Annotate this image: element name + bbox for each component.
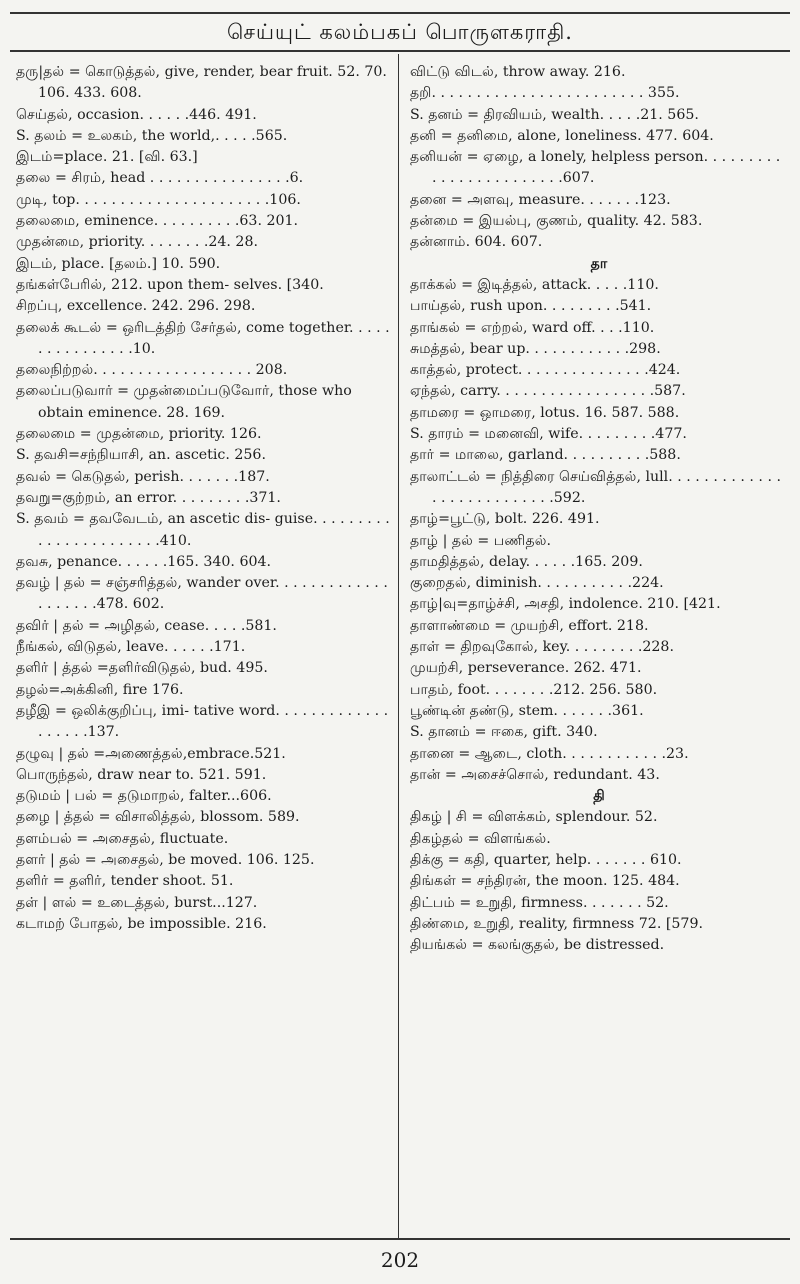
dictionary-entry: தாமதித்தல், delay. . . . . .165. 209. <box>410 553 643 570</box>
dictionary-entry: தி <box>593 788 605 805</box>
dictionary-entry: தாளாண்மை = முயற்சி, effort. 218. <box>410 617 649 634</box>
left-column <box>16 62 394 935</box>
dictionary-entry: S. தானம் = ஈகை, gift. 340. <box>410 724 598 741</box>
dictionary-entry: தாலாட்டல் = நித்திரை செய்வித்தல், lull. . . . . . . . . . . . . . . . . . . . . . . . . . .592. <box>410 468 781 506</box>
dictionary-entry: தலைநிற்றல். . . . . . . . . . . . . . . . . . 208. <box>16 362 288 379</box>
dictionary-entry: தளம்பல் = அசைதல், fluctuate. <box>16 830 229 847</box>
dictionary-entry: குறைதல், diminish. . . . . . . . . . .224. <box>410 575 664 592</box>
page-header: செய்யுட் கலம்பகப் பொருளகராதி. <box>227 20 573 44</box>
dictionary-entry: சிறப்பு, excellence. 242. 296. 298. <box>16 298 256 315</box>
dictionary-entry: தாக்கல் = இடித்தல், attack. . . . .110. <box>410 276 659 293</box>
dictionary-entry: தார் = மாலை, garland. . . . . . . . . .588. <box>410 447 681 464</box>
dictionary-entry: S. தலம் = உலகம், the world,. . . . .565. <box>16 127 288 144</box>
dictionary-entry: தாமரை = ஒாமரை, lotus. 16. 587. 588. <box>410 404 680 421</box>
dictionary-entry: திட்பம் = உறுதி, firmness. . . . . . . 52. <box>410 894 669 911</box>
dictionary-entry: விட்டு விடல், throw away. 216. <box>410 64 626 80</box>
dictionary-entry: தரு|தல் = கொடுத்தல், give, render, bear fruit. 52. 70. 106. 433. 608. <box>16 64 387 102</box>
dictionary-entry: தாழ்=பூட்டு, bolt. 226. 491. <box>410 511 600 528</box>
dictionary-entry: தளிர் = தளிர், tender shoot. 51. <box>16 873 234 890</box>
dictionary-entry: தளிர் | த்தல் =தளிர்விடுதல், bud. 495. <box>16 660 268 677</box>
dictionary-entry: ஏந்தல், carry. . . . . . . . . . . . . . . . . .587. <box>410 383 686 400</box>
dictionary-entry: திங்கள் = சந்திரன், the moon. 125. 484. <box>410 873 680 890</box>
dictionary-entry: பொருந்தல், draw near to. 521. 591. <box>16 766 267 783</box>
dictionary-entry: S. தவசி=சந்நியாசி, an. ascetic. 256. <box>16 447 266 464</box>
dictionary-entry: தவசு, penance. . . . . .165. 340. 604. <box>16 553 272 570</box>
dictionary-entry: S. தாரம் = மனைவி, wife. . . . . . . . .477. <box>410 426 687 443</box>
dictionary-entry: இடம்=place. 21. [வி. 63.] <box>16 149 198 166</box>
dictionary-entry: தாள் = திறவுகோல், key. . . . . . . . .228. <box>410 639 674 656</box>
dictionary-entry: பாய்தல், rush upon. . . . . . . . .541. <box>410 298 652 315</box>
dictionary-entry: S. தனம் = திரவியம், wealth. . . . .21. 565. <box>410 106 699 123</box>
dictionary-entry: தழல்=அக்கினி, fire 176. <box>16 681 184 698</box>
page-number: 202 <box>380 1248 420 1272</box>
dictionary-entry: தியங்கல் = கலங்குதல், be distressed. <box>410 937 665 954</box>
dictionary-entry: தனை = அளவு, measure. . . . . . .123. <box>410 191 671 208</box>
dictionary-entry: தனியன் = ஏழை, a lonely, helpless person. . . . . . . . . . . . . . . . . . . . . . . .607. <box>410 149 781 187</box>
dictionary-entry: தானை = ஆடை, cloth. . . . . . . . . . . .23. <box>410 745 689 762</box>
dictionary-entry: முதன்மை, priority. . . . . . . .24. 28. <box>16 234 258 251</box>
dictionary-entry: சுமத்தல், bear up. . . . . . . . . . . .298. <box>410 340 661 357</box>
dictionary-entry: செய்தல், occasion. . . . . .446. 491. <box>16 106 257 123</box>
dictionary-entry: தழுவு | தல் =அணைத்தல்,embrace.521. <box>16 745 286 762</box>
header-rule-top <box>10 12 790 14</box>
dictionary-entry: தள் | ளல் = உடைத்தல், burst...127. <box>16 894 258 911</box>
dictionary-entry: தவழ் | தல் = சஞ்சரித்தல், wander over. . . . . . . . . . . . . . . . . . . .478. 602. <box>16 575 388 613</box>
dictionary-entry: தழை | த்தல் = விசாலித்தல், blossom. 589. <box>16 809 300 826</box>
dictionary-entry: தா <box>590 255 608 272</box>
dictionary-entry: திக்கு = கதி, quarter, help. . . . . . . 610. <box>410 851 682 868</box>
dictionary-entry: தாழ்|வு=தாழ்ச்சி, அசதி, indolence. 210. [421. <box>410 596 721 613</box>
dictionary-entry: முயற்சி, perseverance. 262. 471. <box>410 660 642 677</box>
dictionary-entry: திகழ் | சி = விளக்கம், splendour. 52. <box>410 809 658 826</box>
dictionary-entry: தனி = தனிமை, alone, loneliness. 477. 604. <box>410 127 714 144</box>
dictionary-entry: திண்மை, உறுதி, reality, firmness 72. [579. <box>410 915 703 932</box>
footer-rule <box>10 1238 790 1240</box>
dictionary-entry: தலைக் கூடல் = ஒரிடத்திற் சேர்தல், come together. . . . . . . . . . . . . . . .10. <box>16 319 390 357</box>
dictionary-entry: தடுமம் | பல் = தடுமாறல், falter...606. <box>16 788 272 805</box>
dictionary-entry: தன்னாம். 604. 607. <box>410 234 543 251</box>
dictionary-entry: காத்தல், protect. . . . . . . . . . . . . . .424. <box>410 362 681 379</box>
dictionary-entry: S. தவம் = தவவேடம், an ascetic dis- guise. . . . . . . . . . . . . . . . . . . . . . .410. <box>16 511 390 549</box>
dictionary-entry: தாழ் | தல் = பணிதல். <box>410 532 551 549</box>
dictionary-entry: கடாமற் போதல், be impossible. 216. <box>16 915 267 932</box>
dictionary-entry: தன்மை = இயல்பு, குணம், quality. 42. 583. <box>410 213 703 230</box>
dictionary-entry: பூண்டின் தண்டு, stem. . . . . . .361. <box>410 702 644 719</box>
dictionary-entry: இடம், place. [தலம்.] 10. 590. <box>16 255 221 272</box>
dictionary-entry: தறி. . . . . . . . . . . . . . . . . . . . . . . . 355. <box>410 85 680 102</box>
dictionary-entry: தவறு=குற்றம், an error. . . . . . . . .371. <box>16 489 281 506</box>
header-rule-bottom <box>10 50 790 52</box>
column-divider <box>398 54 399 1240</box>
dictionary-entry: தவிர் | தல் = அழிதல், cease. . . . .581. <box>16 617 277 634</box>
dictionary-entry: முடி, top. . . . . . . . . . . . . . . . . . . . . .106. <box>16 191 301 208</box>
dictionary-entry: பாதம், foot. . . . . . . .212. 256. 580. <box>410 681 658 698</box>
dictionary-entry: தலைப்படுவார் = முதன்மைப்படுவோர், those who obtain eminence. 28. 169. <box>16 383 352 421</box>
dictionary-entry: தாங்கல் = எற்றல், ward off. . . .110. <box>410 319 655 336</box>
dictionary-entry: தவல் = கெடுதல், perish. . . . . . .187. <box>16 468 270 485</box>
dictionary-entry: திகழ்தல் = விளங்கல். <box>410 830 551 847</box>
right-column <box>410 62 788 956</box>
dictionary-entry: தளர் | தல் = அசைதல், be moved. 106. 125. <box>16 851 315 868</box>
dictionary-entry: தழீஇ = ஒலிக்குறிப்பு, imi- tative word. . . . . . . . . . . . . . . . . . .137. <box>16 702 389 741</box>
dictionary-entry: தலைமை, eminence. . . . . . . . . .63. 201. <box>16 213 299 230</box>
dictionary-entry: தங்கள்பேரில், 212. upon them- selves. [340. <box>16 276 324 293</box>
dictionary-entry: தலை = சிரம், head . . . . . . . . . . . . . . . .6. <box>16 170 304 187</box>
dictionary-entry: தான் = அசைச்சொல், redundant. 43. <box>410 766 660 783</box>
dictionary-entry: நீங்கல், விடுதல், leave. . . . . .171. <box>16 639 246 656</box>
dictionary-entry: தலைமை = முதன்மை, priority. 126. <box>16 426 262 443</box>
